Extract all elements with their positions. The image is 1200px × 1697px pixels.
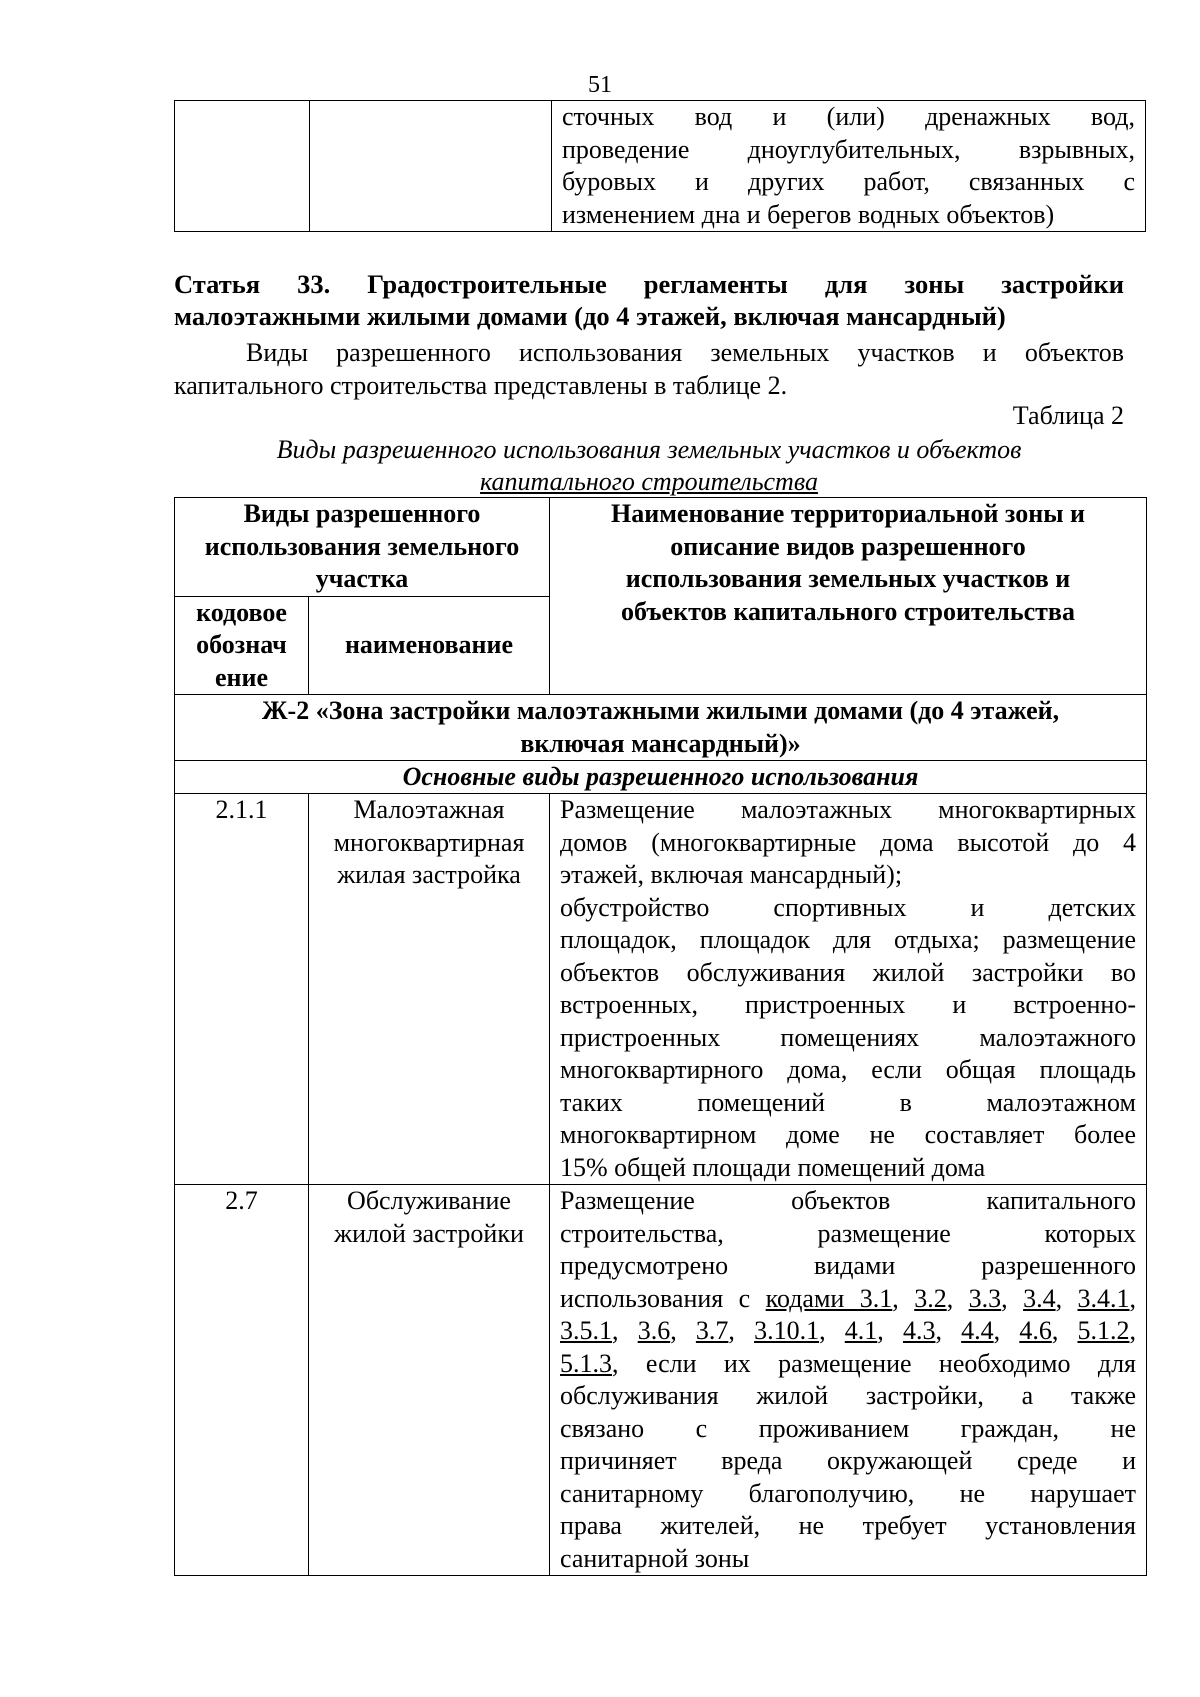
desc-line: Размещение объектов капитального [560, 1186, 1136, 1215]
code-link[interactable]: 3.4.1 [1077, 1283, 1130, 1313]
code-link[interactable]: 4.4 [961, 1316, 994, 1345]
desc-line: связано с проживанием граждан, не [560, 1413, 1136, 1443]
desc-line: 15% общей площади помещений дома [560, 1152, 986, 1182]
header-line: объектов капитального строительства [621, 596, 1075, 626]
desc-line: 3.5.1, 3.6, 3.7, 3.10.1, 4.1, 4.3, 4.4, 4.6, 5.1.2, [560, 1316, 1136, 1345]
header-code-cell [175, 596, 309, 695]
table-caption [174, 434, 1124, 498]
row-description [550, 794, 1147, 1185]
article-title-line: Статья 33. Градостроительные регламенты для зоны застройки [174, 269, 1124, 299]
code-link[interactable]: 5.1.2 [1077, 1316, 1130, 1345]
row-name [309, 1185, 550, 1576]
header-line: описание видов разрешенного [670, 531, 1026, 561]
text-line: изменением дна и берегов водных объектов) [562, 199, 1055, 229]
desc-line: права жителей, не требует установления [560, 1511, 1136, 1540]
zone-line: Ж-2 «Зона застройки малоэтажными жилыми домами (до 4 этажей, [261, 696, 1060, 725]
intro-paragraph [174, 336, 1124, 402]
desc-line: многоквартирном доме не составляет более [560, 1120, 1136, 1149]
caption-line: Виды разрешенного использования земельных участков и объектов [276, 435, 1022, 464]
text-line: буровых и других работ, связанных с [562, 167, 1135, 196]
empty-code-cell [175, 101, 310, 232]
code-link[interactable]: 4.6 [1019, 1316, 1052, 1345]
article-heading [174, 268, 1124, 332]
desc-line: домов (многоквартирные дома высотой до 4 [560, 827, 1136, 857]
desc-line: этажей, включая мансардный); [560, 860, 903, 889]
code-link[interactable]: 3.2 [914, 1283, 947, 1313]
code-link[interactable]: 3.10.1 [754, 1316, 820, 1345]
desc-text: использования с [560, 1283, 766, 1313]
header-name-cell: наименование [309, 596, 550, 695]
name-line: Малоэтажная [353, 795, 505, 824]
desc-line [560, 1348, 1136, 1381]
caption-line: капитального строительства [480, 467, 818, 496]
name-line: жилая застройка [337, 860, 521, 889]
header-line: участка [315, 564, 409, 593]
name-line: многоквартирная [333, 827, 525, 857]
continued-table [174, 100, 1146, 232]
empty-name-cell [310, 101, 552, 232]
code-link[interactable]: 3.6 [637, 1316, 671, 1345]
row-description [550, 1185, 1147, 1576]
header-line: обознач [196, 630, 287, 659]
main-uses-cell: Основные виды разрешенного использования [175, 761, 1147, 794]
text-line: сточных вод и (или) дренажных вод, [562, 102, 1135, 131]
code-link[interactable]: 4.3 [902, 1316, 936, 1345]
desc-line: многоквартирного дома, если общая площадь [560, 1055, 1136, 1084]
uses-table [174, 497, 1147, 1576]
header-line: Наименование территориальной зоны и [611, 499, 1085, 528]
desc-line: Размещение малоэтажных многоквартирных [560, 795, 1136, 824]
desc-line: санитарному благополучию, не нарушает [560, 1478, 1136, 1508]
header-line: использования земельного [204, 531, 520, 561]
desc-line: обустройство спортивных и детских [560, 892, 1136, 922]
code-link[interactable]: 3.7 [695, 1316, 729, 1345]
desc-line: причиняет вреда окружающей среде и [560, 1446, 1136, 1475]
row-code: 2.7 [175, 1185, 309, 1576]
desc-line: обслуживания жилой застройки, а также [560, 1381, 1136, 1410]
header-line: кодовое [196, 597, 287, 627]
desc-line: предусмотрено видами разрешенного [560, 1251, 1136, 1280]
table-label: Таблица 2 [1012, 401, 1124, 430]
desc-line: площадок, площадок для отдыха; размещение [560, 925, 1136, 954]
intro-line: капитального строительства представлены в таблице 2. [174, 371, 788, 400]
continued-desc-cell [552, 101, 1146, 232]
header-line: использования земельных участков и [625, 564, 1071, 593]
zone-title-cell [175, 695, 1147, 761]
desc-line: санитарной зоны [560, 1543, 750, 1573]
header-line: ение [214, 662, 269, 692]
text-line: проведение дноуглубительных, взрывных, [562, 134, 1135, 164]
desc-line: объектов обслуживания жилой застройки во [560, 957, 1136, 987]
desc-line: встроенных, пристроенных и встроенно- [560, 990, 1136, 1019]
intro-line: Виды разрешенного использования земельных участков и объектов [246, 338, 1124, 367]
page-number: 51 [588, 72, 612, 98]
code-link[interactable]: 3.3 [968, 1283, 1002, 1313]
code-link[interactable]: кодами 3.1 [765, 1283, 893, 1313]
code-link[interactable]: 5.1.3 [560, 1348, 612, 1378]
code-link[interactable]: 3.4 [1023, 1283, 1056, 1313]
code-link[interactable]: 3.5.1 [560, 1316, 612, 1345]
code-link[interactable]: 4.1 [844, 1316, 878, 1345]
header-group-cell [175, 498, 550, 597]
header-line: Виды разрешенного [243, 499, 481, 528]
article-title-line: малоэтажными жилыми домами (до 4 этажей, включая мансардный) [174, 301, 1006, 331]
name-line: Обслуживание [347, 1186, 511, 1215]
desc-line: пристроенных помещениях малоэтажного [560, 1022, 1136, 1052]
header-desc-cell [550, 498, 1147, 695]
desc-text: , если их размещение необходимо для [612, 1348, 1136, 1378]
desc-line: таких помещений в малоэтажном [560, 1087, 1136, 1117]
desc-line: строительства, размещение которых [560, 1218, 1136, 1248]
row-code: 2.1.1 [175, 794, 309, 1185]
row-name [309, 794, 550, 1185]
zone-line: включая мансардный)» [520, 728, 801, 758]
desc-line: использования с кодами 3.1, 3.2, 3.3, 3.4, 3.4.1, [560, 1283, 1137, 1313]
name-line: жилой застройки [334, 1218, 524, 1248]
